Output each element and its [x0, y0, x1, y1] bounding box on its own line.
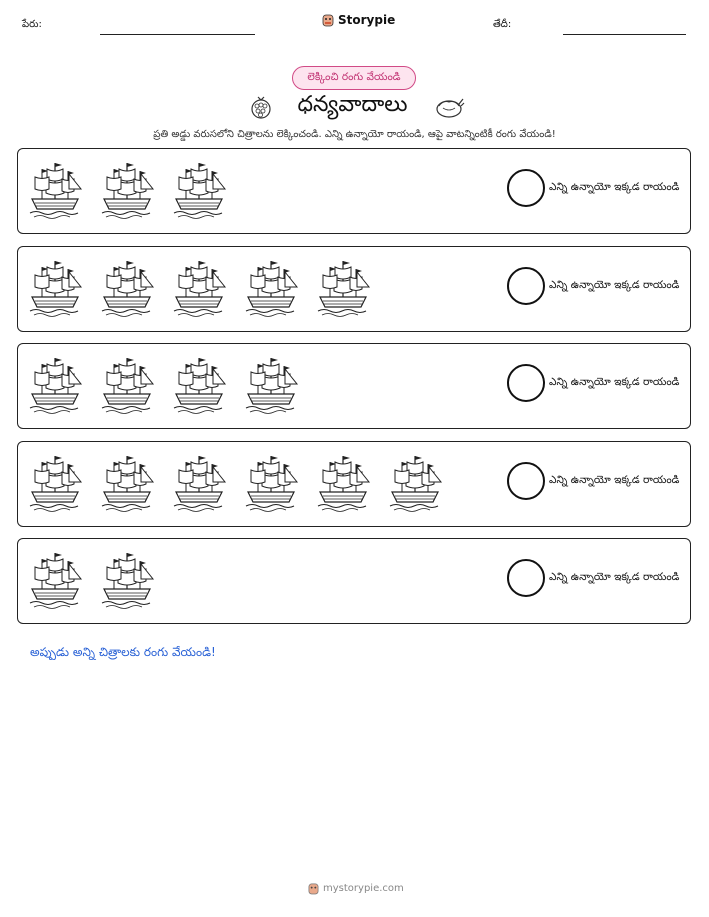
sailing-ship-icon	[172, 354, 227, 418]
site-footer	[308, 882, 404, 895]
name-label: పేరు:	[22, 19, 42, 30]
sailing-ship-icon	[100, 354, 155, 418]
ship-group	[28, 549, 155, 613]
sailing-ship-icon	[244, 257, 299, 321]
sailing-ship-icon	[28, 257, 83, 321]
answer-prompt: ఎన్ని ఉన్నాయో ఇక్కడ రాయండి	[549, 279, 680, 291]
answer-prompt: ఎన్ని ఉన్నాయో ఇక్కడ రాయండి	[549, 376, 680, 388]
counting-row	[17, 148, 691, 234]
sailing-ship-icon	[172, 452, 227, 516]
sailing-ship-icon	[100, 549, 155, 613]
ship-group	[28, 452, 443, 516]
page-title: ధన్యవాదాలు	[297, 92, 408, 117]
activity-badge: లెక్కించి రంగు వేయండి	[292, 66, 416, 90]
title-row	[250, 92, 465, 122]
site-url: mystorypie.com	[323, 883, 404, 894]
sailing-ship-icon	[28, 159, 83, 223]
answer-circle[interactable]	[507, 364, 545, 402]
color-all-note: అప్పుడు అన్ని చిత్రాలకు రంగు వేయండి!	[30, 645, 216, 659]
date-line[interactable]	[563, 34, 686, 35]
answer-prompt: ఎన్ని ఉన్నాయో ఇక్కడ రాయండి	[549, 571, 680, 583]
sailing-ship-icon	[316, 452, 371, 516]
answer-circle[interactable]	[507, 559, 545, 597]
brand-name: Storypie	[338, 13, 396, 27]
sailing-ship-icon	[28, 452, 83, 516]
ship-group	[28, 159, 227, 223]
sailing-ship-icon	[172, 257, 227, 321]
sailing-ship-icon	[244, 452, 299, 516]
sailing-ship-icon	[244, 354, 299, 418]
counting-row	[17, 441, 691, 527]
ship-group	[28, 354, 299, 418]
counting-row	[17, 343, 691, 429]
instructions-text: ప్రతి అడ్డు వరుసలోని చిత్రాలను లెక్కించండి. ఎన్ని ఉన్నాయో రాయండి, ఆపై వాటన్నింటికీ రంగు వేయండి!	[153, 129, 556, 140]
sailing-ship-icon	[316, 257, 371, 321]
answer-prompt: ఎన్ని ఉన్నాయో ఇక్కడ రాయండి	[549, 474, 680, 486]
name-line[interactable]	[100, 34, 255, 35]
answer-circle[interactable]	[507, 462, 545, 500]
ship-group	[28, 257, 371, 321]
storypie-mascot-icon	[308, 882, 319, 895]
sailing-ship-icon	[172, 159, 227, 223]
sailing-ship-icon	[388, 452, 443, 516]
counting-row	[17, 538, 691, 624]
sailing-ship-icon	[28, 354, 83, 418]
turkey-icon	[433, 94, 465, 120]
sailing-ship-icon	[28, 549, 83, 613]
sailing-ship-icon	[100, 257, 155, 321]
answer-circle[interactable]	[507, 169, 545, 207]
counting-row	[17, 246, 691, 332]
storypie-mascot-icon	[322, 13, 334, 27]
date-label: తేదీ:	[493, 19, 512, 30]
answer-prompt: ఎన్ని ఉన్నాయో ఇక్కడ రాయండి	[549, 181, 680, 193]
sailing-ship-icon	[100, 159, 155, 223]
brand-logo	[322, 13, 395, 27]
sailing-ship-icon	[100, 452, 155, 516]
answer-circle[interactable]	[507, 267, 545, 305]
berry-icon	[250, 94, 272, 120]
